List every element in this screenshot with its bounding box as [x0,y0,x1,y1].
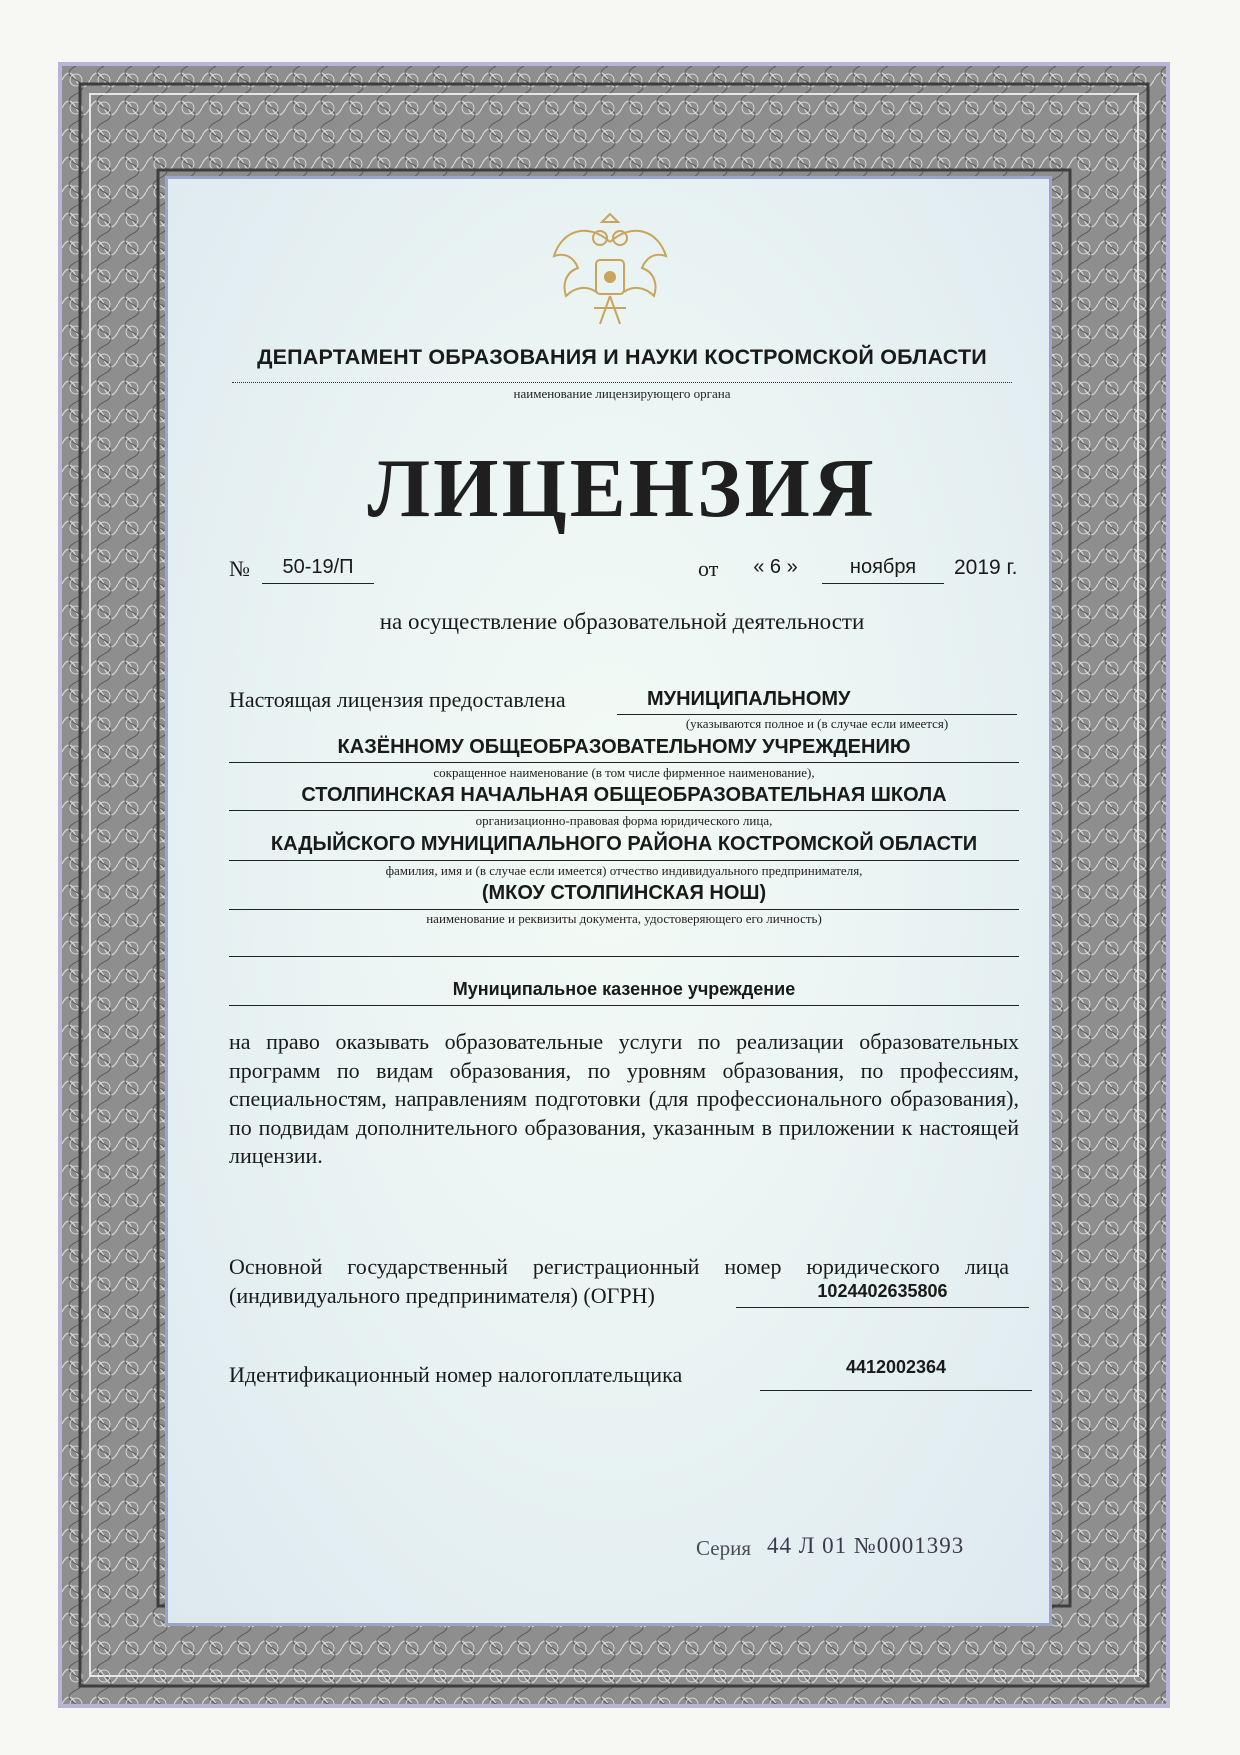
grantee-line-1: МУНИЦИПАЛЬНОМУ [647,688,851,710]
authority-underline [232,382,1012,383]
license-month-underline [822,583,944,584]
license-month: ноября [849,556,917,578]
license-number: 50-19/П [282,556,354,578]
grantee-underline-6 [229,956,1019,957]
series-number: 44 Л 01 №0001393 [767,1533,965,1558]
coat-of-arms-emblem [548,212,672,332]
inn-label: Идентификационный номер налогоплательщика [229,1362,683,1387]
grantee-underline-1 [617,714,1017,715]
grantee-line-7: Муниципальное казенное учреждение [452,979,796,999]
grantee-caption-1: (указываются полное и (в случае если имеется) [685,716,949,731]
grantee-underline-2 [229,762,1019,763]
authority-caption: наименование лицензирующего органа [513,386,731,401]
inn-value: 4412002364 [845,1357,947,1377]
license-number-label: № [229,556,250,581]
license-day: « 6 » [753,556,798,578]
grantee-caption-2: сокращенное наименование (в том числе фирменное наименование), [433,765,815,780]
series-label: Серия [696,1536,751,1560]
activity-type: на осуществление образовательной деятельности [379,609,865,634]
grantee-line-5: (МКОУ СТОЛПИНСКАЯ НОШ) [481,882,767,904]
licensing-authority-name: ДЕПАРТАМЕНТ ОБРАЗОВАНИЯ И НАУКИ КОСТРОМСКОЙ ОБЛАСТИ [257,345,987,369]
ogrn-underline [736,1307,1029,1308]
grantee-line-3: СТОЛПИНСКАЯ НАЧАЛЬНАЯ ОБЩЕОБРАЗОВАТЕЛЬНАЯ ШКОЛА [301,784,947,806]
license-year: 2019 г. [954,556,1018,579]
grantee-caption-3: организационно-правовая форма юридического лица, [475,813,773,828]
grantee-underline-7 [229,1005,1019,1006]
ogrn-label: Основной государственный регистрационный номер юридического лица (индивидуального предпринимателя) (ОГРН) [229,1254,1009,1308]
inn-underline [760,1390,1032,1391]
grantee-underline-4 [229,860,1019,861]
grantee-line-4: КАДЫЙСКОГО МУНИЦИПАЛЬНОГО РАЙОНА КОСТРОМСКОЙ ОБЛАСТИ [270,833,978,855]
grantee-label: Настоящая лицензия предоставлена [229,687,566,712]
grantee-underline-5 [229,909,1019,910]
grantee-line-2: КАЗЁННОМУ ОБЩЕОБРАЗОВАТЕЛЬНОМУ УЧРЕЖДЕНИЮ [337,736,911,758]
document-title: ЛИЦЕНЗИЯ [367,442,877,535]
license-number-underline [262,583,374,584]
rights-paragraph: на право оказывать образовательные услуги по реализации образовательных программ по видам образования, по уровням образования, по профессиям, специальностям, направлениям подготовки (для профессионального образования), по подвидам дополнительного образования, указанным в приложении к настоящей лицензии. [229,1029,1019,1168]
date-prefix: от [698,556,719,581]
ogrn-value: 1024402635806 [817,1281,948,1301]
grantee-caption-5: наименование и реквизиты документа, удостоверяющего его личность) [426,911,822,926]
grantee-caption-4: фамилия, имя и (в случае если имеется) отчество индивидуального предпринимателя, [385,863,863,878]
grantee-underline-3 [229,810,1019,811]
